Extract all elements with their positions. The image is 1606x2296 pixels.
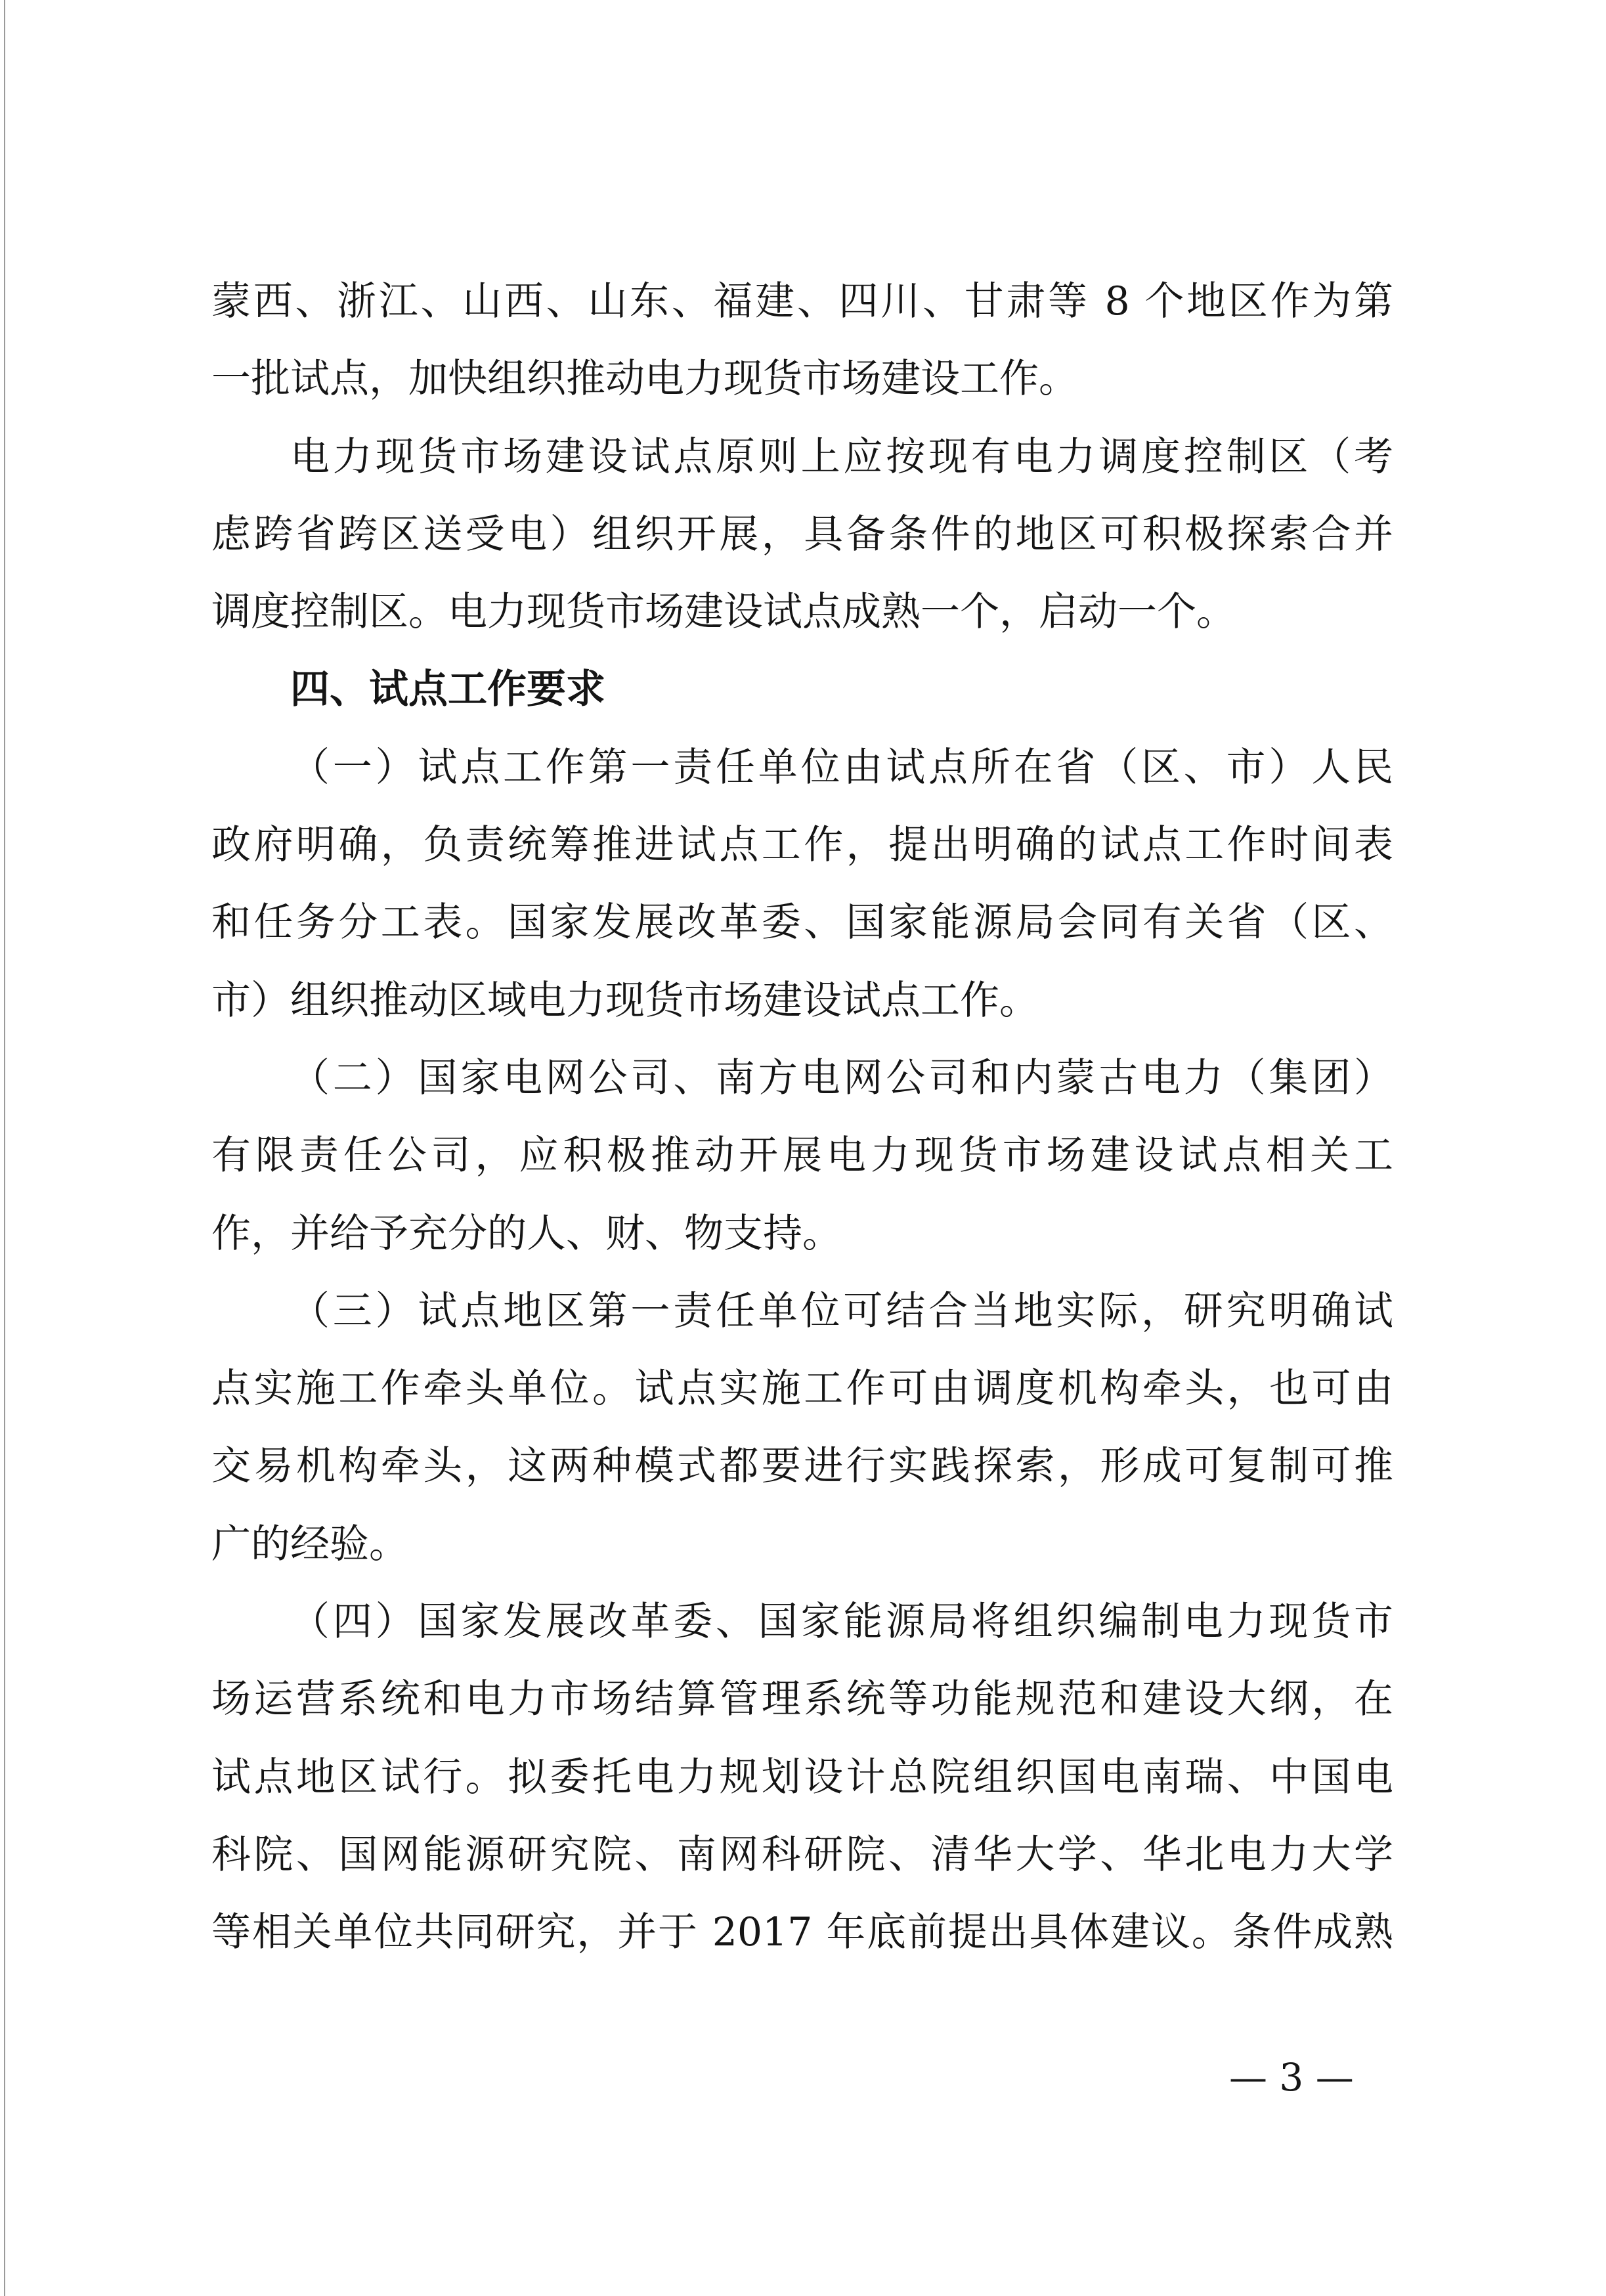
document-body (211, 263, 1393, 1972)
text-line: 场运营系统和电力市场结算管理系统等功能规范和建设大纲，在 (211, 1676, 1393, 1723)
text-line: （三）试点地区第一责任单位可结合当地实际，研究明确试 (290, 1288, 1393, 1334)
text-line: 市）组织推动区域电力现货市场建设试点工作。 (211, 977, 1039, 1024)
text-line: （二）国家电网公司、南方电网公司和内蒙古电力（集团） (290, 1054, 1393, 1101)
text-line: 有限责任公司，应积极推动开展电力现货市场建设试点相关工 (211, 1133, 1393, 1179)
text-line: 等相关单位共同研究，并于 2017 年底前提出具体建议。条件成熟 (211, 1909, 1393, 1956)
page-number: — 3 — (1229, 2055, 1354, 2100)
text-line: 蒙西、浙江、山西、山东、福建、四川、甘肃等 8 个地区作为第 (211, 278, 1393, 324)
text-line: 作，并给予充分的人、财、物支持。 (211, 1210, 842, 1257)
text-line: 一批试点，加快组织推动电力现货市场建设工作。 (211, 356, 1078, 402)
text-line: 科院、国网能源研究院、南网科研院、清华大学、华北电力大学 (211, 1831, 1393, 1878)
text-line: 试点地区试行。拟委托电力规划设计总院组织国电南瑞、中国电 (211, 1754, 1393, 1800)
section-heading: 四、试点工作要求 (290, 666, 605, 713)
text-line: （一）试点工作第一责任单位由试点所在省（区、市）人民 (290, 744, 1393, 791)
text-line: 政府明确，负责统筹推进试点工作，提出明确的试点工作时间表 (211, 822, 1393, 869)
text-line: 交易机构牵头，这两种模式都要进行实践探索，形成可复制可推 (211, 1443, 1393, 1490)
text-line: 调度控制区。电力现货市场建设试点成熟一个，启动一个。 (211, 589, 1236, 636)
text-line: 虑跨省跨区送受电）组织开展，具备条件的地区可积极探索合并 (211, 511, 1393, 557)
text-line: （四）国家发展改革委、国家能源局将组织编制电力现货市 (290, 1599, 1393, 1645)
text-line: 电力现货市场建设试点原则上应按现有电力调度控制区（考 (290, 433, 1393, 480)
text-line: 和任务分工表。国家发展改革委、国家能源局会同有关省（区、 (211, 899, 1393, 946)
text-line: 点实施工作牵头单位。试点实施工作可由调度机构牵头，也可由 (211, 1366, 1393, 1412)
text-line: 广的经验。 (211, 1521, 408, 1567)
scan-edge-line (4, 0, 5, 2296)
